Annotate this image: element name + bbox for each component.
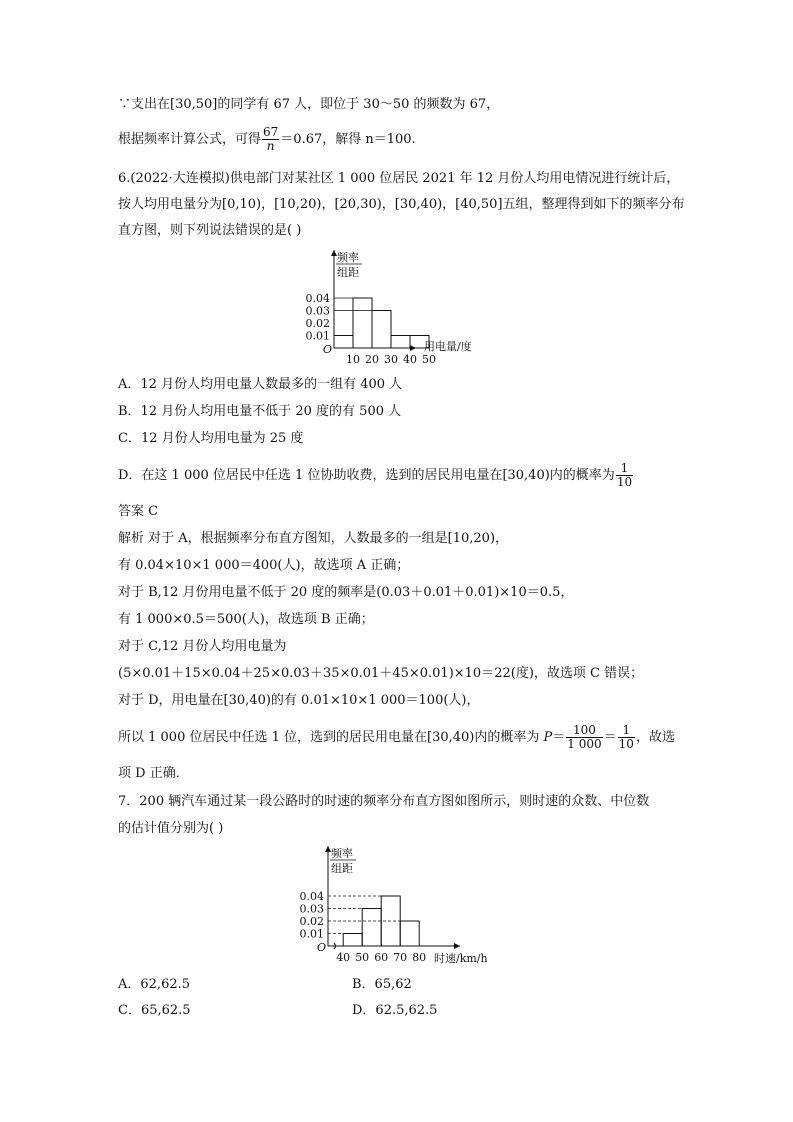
hist2-bar: [362, 909, 381, 947]
hist1-y-tick-label: 0.04: [305, 292, 330, 305]
hist2-bar: [400, 921, 419, 946]
q6-solution-line-2: 有 0.04×10×1 000＝400(人)，故选项 A 正确；: [118, 558, 410, 573]
intro-fraction-numerator: 67: [263, 125, 279, 139]
hist2-ylabel-top: 频率: [331, 847, 353, 860]
hist2-bar: [343, 934, 362, 947]
intro-line-2-pre: 根据频率计算公式，可得: [118, 132, 262, 147]
q7-option-d: D．62.5,62.5: [352, 1003, 438, 1018]
intro-line-2-post: ＝0.67，解得 n＝100.: [280, 132, 416, 147]
hist2-x-tick-label: 70: [393, 951, 408, 964]
q6-option-d-numerator: 1: [616, 462, 633, 476]
q7-option-b: B．65,62: [352, 977, 412, 992]
q6-option-b: B．12 月份人均用电量不低于 20 度的有 500 人: [118, 404, 402, 419]
hist2-x-tick-label: 80: [412, 951, 427, 964]
q6-solution-line-8: [118, 724, 675, 751]
q6-solution-fraction-2-numerator: 1: [618, 724, 635, 738]
q6-stem-line-3: 直方图，则下列说法错误的是( ): [118, 223, 302, 238]
q6-solution-fraction-1-denominator: 1 000: [567, 737, 602, 751]
q6-option-d-text: D．在这 1 000 位居民中任选 1 位协助收费，选到的居民用电量在[30,40)内的概率为: [118, 468, 615, 483]
hist1-bar: [391, 336, 410, 349]
q6-option-d: [118, 462, 634, 489]
hist1-y-tick-label: 0.02: [305, 317, 330, 330]
hist1-ylabel-bottom: 组距: [337, 266, 359, 279]
q7-option-c: C．65,62.5: [118, 1003, 191, 1018]
hist1-x-tick-label: 40: [403, 353, 417, 366]
q6-stem-line-1: 6.(2022·大连模拟)供电部门对某社区 1 000 位居民 2021 年 12 月份人均用电情况进行统计后，: [118, 171, 680, 186]
hist2-x-tick-label: 40: [336, 951, 351, 964]
hist1-x-tick-label: 10: [346, 353, 360, 366]
q6-solution-fraction-1: [566, 724, 602, 751]
q7-stem-line-1: 7．200 辆汽车通过某一段公路时的时速的频率分布直方图如图所示，则时速的众数、中位数: [118, 794, 650, 809]
intro-fraction-denominator: n: [266, 139, 275, 153]
q6-option-c: C．12 月份人均用电量为 25 度: [118, 431, 304, 446]
q7-stem-line-2: 的估计值分别为( ): [118, 821, 224, 836]
q6-answer: 答案 C: [118, 504, 159, 519]
hist1-ylabel-top: 频率: [337, 251, 359, 264]
hist2-y-tick-label: 0.04: [299, 890, 324, 903]
hist2-x-tick-label: 50: [355, 951, 370, 964]
q6-option-d-fraction: [616, 462, 633, 489]
hist2-origin: O: [317, 941, 327, 954]
hist1-x-tick-label: 20: [365, 353, 379, 366]
q6-solution-line-4: 有 1 000×0.5＝500(人)，故选项 B 正确；: [118, 612, 374, 627]
hist2-x-tick-label: 60: [374, 951, 389, 964]
hist1-bar: [372, 311, 391, 349]
q6-histogram: [296, 246, 496, 370]
hist2-xlabel: 时速/km/h: [434, 952, 488, 965]
q6-solution-fraction-1-numerator: 100: [566, 724, 602, 738]
q6-solution-line-9: 项 D 正确．: [118, 766, 189, 781]
intro-line-2: [118, 126, 416, 153]
hist1-y-tick-label: 0.01: [305, 329, 330, 343]
hist2-y-tick-label: 0.03: [299, 902, 324, 916]
q7-option-a: A．62,62.5: [118, 977, 191, 992]
q6-solution-line-6: (5×0.01＋15×0.04＋25×0.03＋35×0.01＋45×0.01)×10＝22(度)，故选项 C 错误；: [118, 666, 644, 681]
q6-solution-equals-1: ＝: [552, 730, 566, 745]
q6-solution-equals-2: ＝: [603, 730, 617, 745]
hist1-origin: O: [323, 343, 333, 356]
q6-solution-fraction-2-denominator: 10: [618, 737, 634, 751]
hist1-bar: [353, 298, 372, 348]
hist1-xlabel: 用电量/度: [424, 340, 472, 353]
q6-solution-line-3: 对于 B,12 月份用电量不低于 20 度的频率是(0.03＋0.01＋0.01)×10＝0.5，: [118, 585, 574, 600]
q6-solution-line-8-pre: 所以 1 000 位居民中任选 1 位，选到的居民用电量在[30,40)内的概率为: [118, 730, 544, 745]
q7-histogram: [290, 842, 510, 968]
hist2-y-tick-label: 0.02: [299, 915, 324, 928]
hist1-x-tick-label: 30: [384, 353, 398, 366]
q6-stem-line-2: 按人均用电量分为[0,10)，[10,20)，[20,30)，[30,40)，[40,50]五组，整理得到如下的频率分布: [118, 197, 685, 212]
q6-solution-line-5: 对于 C,12 月份人均用电量为: [118, 639, 287, 654]
hist2-ylabel-bottom: 组距: [331, 862, 353, 875]
hist1-x-tick-label: 50: [422, 353, 436, 366]
q6-option-d-denominator: 10: [616, 475, 633, 489]
hist1-y-tick-label: 0.03: [305, 304, 330, 318]
hist1-bar: [334, 336, 353, 349]
q6-solution-line-8-post: ，故选: [635, 730, 675, 745]
hist2-y-tick-label: 0.01: [299, 927, 324, 941]
q6-solution-p-symbol: P: [543, 730, 553, 745]
intro-fraction: [262, 126, 279, 153]
q6-option-a: A．12 月份人均用电量人数最多的一组有 400 人: [118, 377, 403, 392]
q6-solution-line-7: 对于 D，用电量在[30,40)的有 0.01×10×1 000＝100(人)，: [118, 693, 480, 708]
q6-solution-line-1: 解析 对于 A，根据频率分布直方图知，人数最多的一组是[10,20)，: [118, 531, 509, 546]
q6-solution-fraction-2: [618, 724, 635, 751]
intro-line-1: ∵支出在[30,50]的同学有 67 人，即位于 30～50 的频数为 67，: [118, 97, 500, 112]
hist2-x-axis-arrow: [454, 943, 460, 949]
